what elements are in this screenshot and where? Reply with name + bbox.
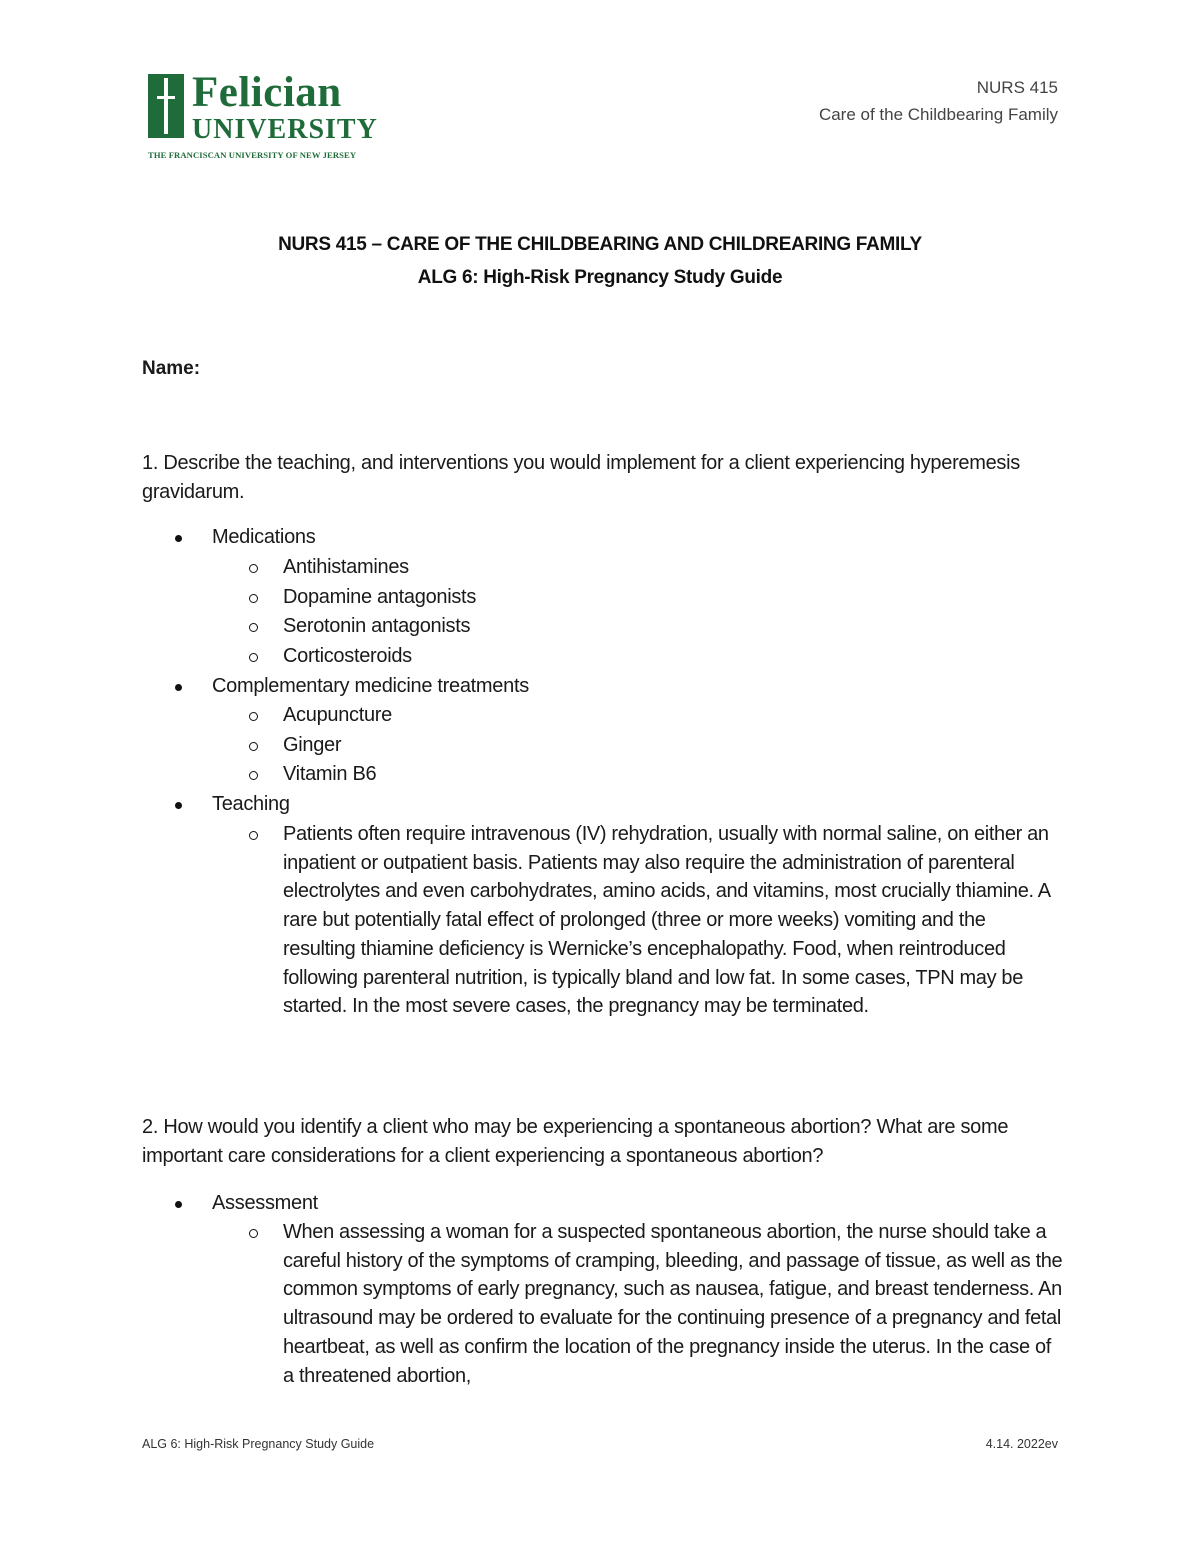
bullet-medications: Medications <box>212 523 315 552</box>
header-course-name: Care of the Childbearing Family <box>818 105 1058 124</box>
document-title: NURS 415 – CARE OF THE CHILDBEARING AND CHILDREARING FAMILY <box>278 234 922 255</box>
bullet-complementary-medicine: Complementary medicine treatments <box>212 672 529 701</box>
assessment-paragraph: When assessing a woman for a suspected spontaneous abortion, the nurse should take a careful history of the symptoms of cramping, bleeding, and passage of tissue, as well as the common symptoms of early pregnancy, such as nausea, fatigue, and breast tenderness. An ultrasound may be ordered to evaluate for the continuing presence of a pregnancy and fetal heartbeat, as well as confirm the location of the pregnancy inside the uterus. In the case of a threatened abortion, <box>283 1218 1063 1390</box>
list-item: Vitamin B6 <box>283 760 376 789</box>
logo-tagline: THE FRANCISCAN UNIVERSITY OF NEW JERSEY <box>148 150 357 160</box>
bullet-teaching: Teaching <box>212 790 290 819</box>
list-item: Ginger <box>283 731 341 760</box>
list-item: Dopamine antagonists <box>283 583 476 612</box>
list-item: Corticosteroids <box>283 642 412 671</box>
logo-university: UNIVERSITY <box>192 114 378 145</box>
felician-university-logo <box>148 69 398 160</box>
list-item: Antihistamines <box>283 553 409 582</box>
cross-logo-icon <box>148 74 184 138</box>
question-2: 2. How would you identify a client who may be experiencing a spontaneous abortion? What are some important care considerations for a client experiencing a spontaneous abortion? <box>142 1116 1009 1167</box>
footer-right: 4.14. 2022ev <box>985 1437 1058 1451</box>
bullet-assessment: Assessment <box>212 1189 318 1218</box>
page-header <box>819 74 1058 128</box>
document-subtitle: ALG 6: High-Risk Pregnancy Study Guide <box>417 267 783 288</box>
logo-name: Felician <box>192 69 342 116</box>
teaching-paragraph: Patients often require intravenous (IV) rehydration, usually with normal saline, on either an inpatient or outpatient basis. Patients may also require the administration of parenteral electrolytes and even carbohydrates, amino acids, and vitamins, most crucially thiamine. A rare but potentially fatal effect of prolonged (three or more weeks) vomiting and the resulting thiamine deficiency is Wernicke’s encephalopathy. Food, when reintroduced following parenteral nutrition, is typically bland and low fat. In some cases, TPN may be started. In the most severe cases, the pregnancy may be terminated. <box>283 820 1063 1021</box>
header-course-code: NURS 415 <box>976 78 1058 97</box>
footer-left: ALG 6: High-Risk Pregnancy Study Guide <box>142 1437 375 1451</box>
list-item: Acupuncture <box>283 701 392 730</box>
list-item: Serotonin antagonists <box>283 612 470 641</box>
name-label: Name: <box>142 358 201 379</box>
question-1: 1. Describe the teaching, and interventions you would implement for a client experiencing hyperemesis gravidarum. <box>142 452 1020 503</box>
